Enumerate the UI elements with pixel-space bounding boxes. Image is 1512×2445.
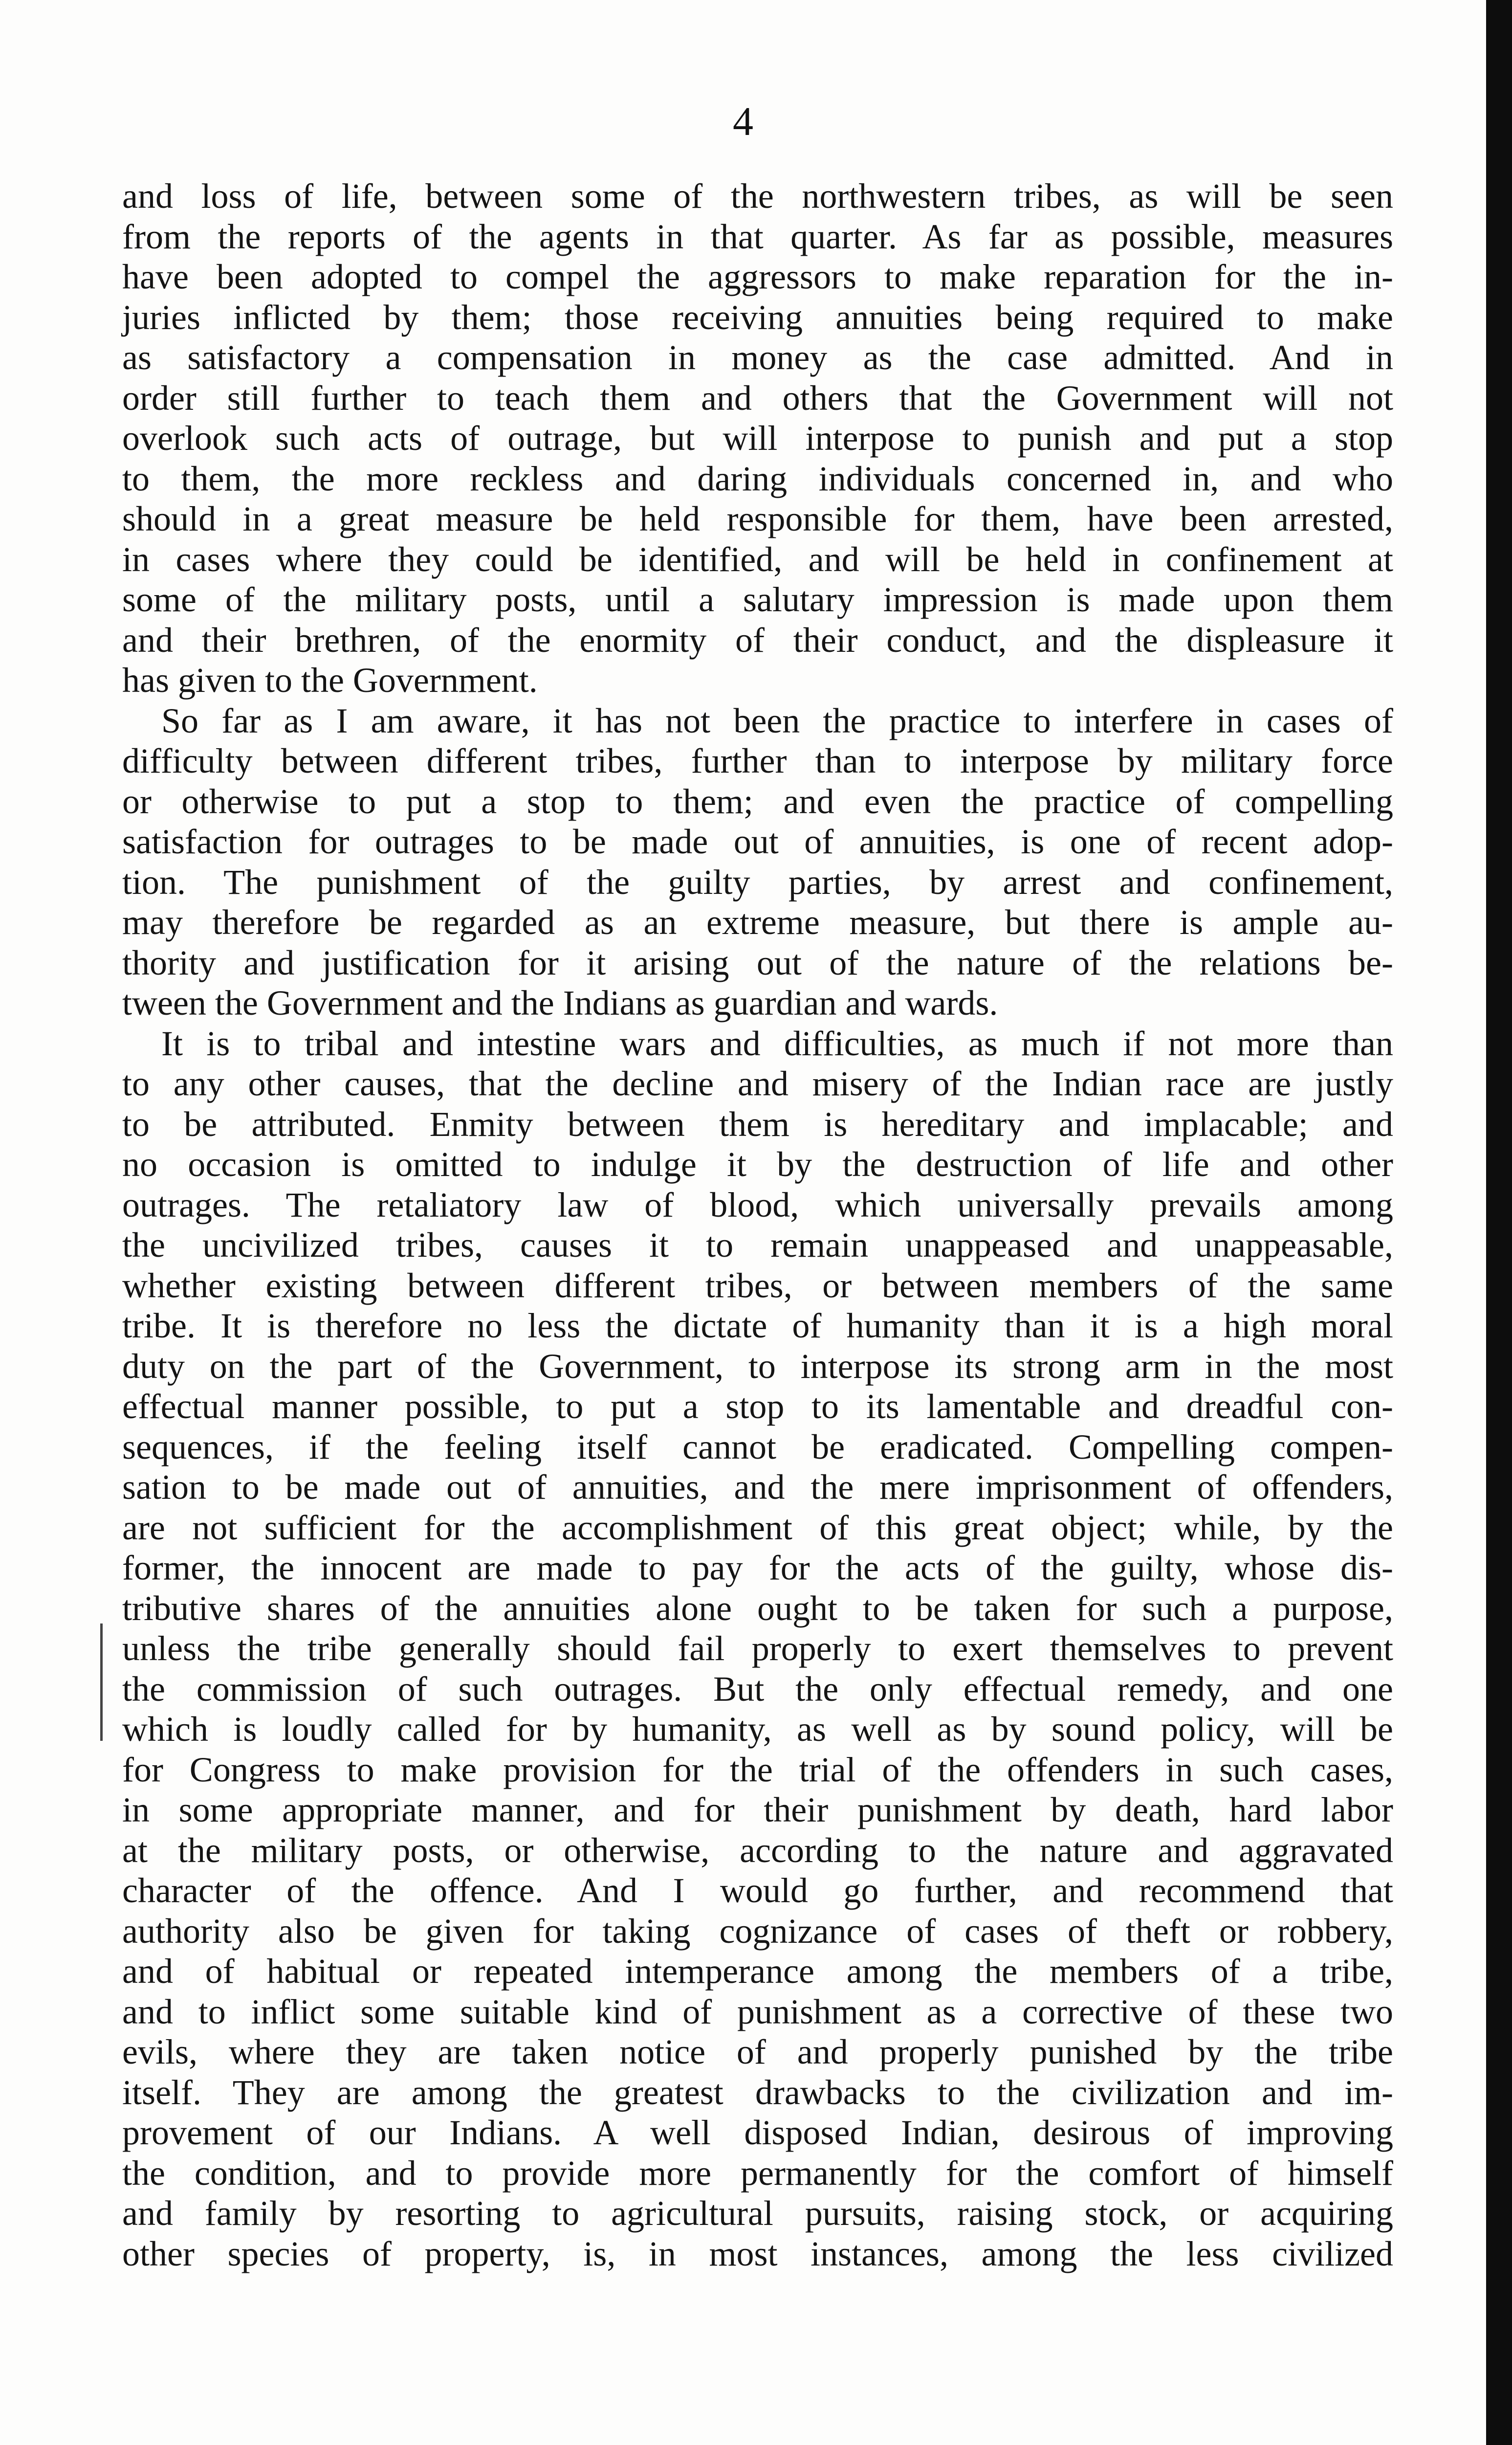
text-line: from the reports of the agents in that quarter. As far as possible, measures (122, 217, 1393, 256)
text-line: at the military posts, or otherwise, according to the nature and aggravated (122, 1830, 1393, 1870)
text-line: other species of property, is, in most instances, among the less civilized (122, 2234, 1393, 2273)
text-line: in cases where they could be identified, and will be held in confinement at (122, 539, 1393, 579)
paragraph-1 (122, 176, 1393, 701)
text-line: are not sufficient for the accomplishment of this great object; while, by the (122, 1508, 1393, 1547)
margin-bracket-mark (100, 1623, 106, 1741)
text-line: which is loudly called for by humanity, as well as by sound policy, will be (122, 1710, 1393, 1749)
text-line: in some appropriate manner, and for their punishment by death, hard labor (122, 1790, 1393, 1829)
text-line: as satisfactory a compensation in money as the case admitted. And in (122, 338, 1393, 377)
text-line: difficulty between different tribes, further than to interpose by military force (122, 741, 1393, 780)
body-text (122, 176, 1393, 2274)
page-number: 4 (733, 99, 753, 144)
text-line: and family by resorting to agricultural pursuits, raising stock, or acquiring (122, 2194, 1393, 2233)
text-line: some of the military posts, until a salutary impression is made upon them (122, 580, 1393, 619)
text-line: provement of our Indians. A well disposed Indian, desirous of improving (122, 2113, 1393, 2152)
text-line: the condition, and to provide more permanently for the comfort of himself (122, 2153, 1393, 2193)
text-line: no occasion is omitted to indulge it by the destruction of life and other (122, 1145, 1393, 1184)
text-line: or otherwise to put a stop to them; and even the practice of compelling (122, 781, 1393, 821)
text-line: and loss of life, between some of the northwestern tribes, as will be seen (122, 177, 1393, 216)
text-line: and of habitual or repeated intemperance among the members of a tribe, (122, 1952, 1393, 1991)
text-line: overlook such acts of outrage, but will interpose to punish and put a stop (122, 419, 1393, 458)
text-line: to any other causes, that the decline and misery of the Indian race are justly (122, 1064, 1393, 1103)
text-line: whether existing between different tribes, or between members of the same (122, 1266, 1393, 1305)
text-line: and to inflict some suitable kind of punishment as a corrective of these two (122, 1992, 1393, 2031)
text-line: have been adopted to compel the aggressors to make reparation for the in- (122, 257, 1393, 296)
text-line: authority also be given for taking cognizance of cases of theft or robbery, (122, 1911, 1393, 1951)
text-line: It is to tribal and intestine wars and difficulties, as much if not more than (161, 1023, 1393, 1063)
text-line: sequences, if the feeling itself cannot be eradicated. Compelling compen- (122, 1427, 1393, 1467)
text-line: and their brethren, of the enormity of their conduct, and the displeasure it (122, 620, 1393, 660)
text-line: may therefore be regarded as an extreme measure, but there is ample au- (122, 903, 1393, 942)
text-line: the uncivilized tribes, causes it to remain unappeased and unappeasable, (122, 1225, 1393, 1265)
text-line: outrages. The retaliatory law of blood, which universally prevails among (122, 1185, 1393, 1224)
text-line: unless the tribe generally should fail properly to exert themselves to prevent (122, 1629, 1393, 1668)
text-line: juries inflicted by them; those receiving annuities being required to make (122, 297, 1393, 337)
text-line: effectual manner possible, to put a stop to its lamentable and dreadful con- (122, 1387, 1393, 1426)
paragraph-2 (122, 701, 1393, 1023)
scan-edge-strip (1486, 0, 1512, 2445)
text-line: So far as I am aware, it has not been the practice to interfere in cases of (161, 701, 1393, 740)
text-line: evils, where they are taken notice of and properly punished by the tribe (122, 2032, 1393, 2071)
text-line: duty on the part of the Government, to interpose its strong arm in the most (122, 1346, 1393, 1386)
text-line: tribe. It is therefore no less the dictate of humanity than it is a high moral (122, 1306, 1393, 1345)
paragraph-3 (122, 1023, 1393, 2274)
text-line: character of the offence. And I would go further, and recommend that (122, 1871, 1393, 1910)
text-line: the commission of such outrages. But the only effectual remedy, and one (122, 1669, 1393, 1709)
text-line: former, the innocent are made to pay for the acts of the guilty, whose dis- (122, 1548, 1393, 1587)
text-line: to them, the more reckless and daring individuals concerned in, and who (122, 459, 1393, 498)
text-line: for Congress to make provision for the trial of the offenders in such cases, (122, 1750, 1393, 1789)
text-line: satisfaction for outrages to be made out of annuities, is one of recent adop- (122, 822, 1393, 861)
text-line: should in a great measure be held responsible for them, have been arrested, (122, 499, 1393, 538)
text-line: has given to the Government. (122, 661, 538, 700)
text-line: order still further to teach them and others that the Government will not (122, 378, 1393, 418)
text-line: tion. The punishment of the guilty parties, by arrest and confinement, (122, 862, 1393, 902)
text-line: thority and justification for it arising out of the nature of the relations be- (122, 943, 1393, 982)
text-line: sation to be made out of annuities, and the mere imprisonment of offenders, (122, 1467, 1393, 1507)
text-line: itself. They are among the greatest drawbacks to the civilization and im- (122, 2072, 1393, 2112)
text-line: to be attributed. Enmity between them is hereditary and implacable; and (122, 1104, 1393, 1144)
text-line: tween the Government and the Indians as guardian and wards. (122, 983, 998, 1022)
text-line: tributive shares of the annuities alone ought to be taken for such a purpose, (122, 1588, 1393, 1628)
